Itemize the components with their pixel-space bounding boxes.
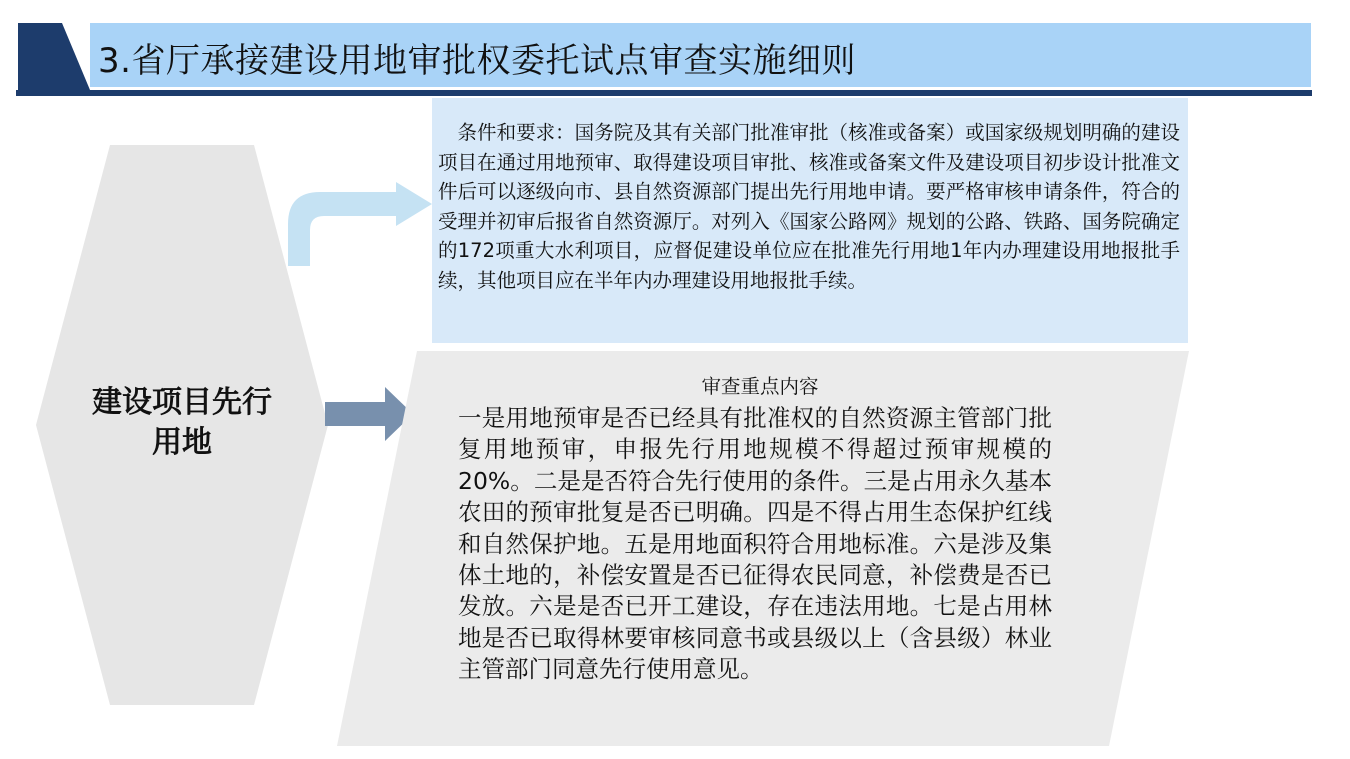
conditions-text: 条件和要求：国务院及其有关部门批准审批（核准或备案）或国家级规划明确的建设项目在通过用地预审、取得建设项目审批、核准或备案文件及建设项目初步设计批准文件后可以逐级向市、县自然资源部门提出先行用地申请。要严格审核申请条件，符合的受理并初审后报省自然资源厅。对列入《国家公路网》规划的公路、铁路、国务院确定的172项重大水利项目，应督促建设单位应在批准先行用地1年内办理建设用地报批手续，其他项目应在半年内办理建设用地报批手续。 (438, 121, 1180, 292)
hexagon-label: 建设项目先行用地 (92, 385, 272, 460)
slide-title: 3.省厅承接建设用地审批权委托试点审查实施细则 (98, 41, 856, 81)
curved-arrow-icon (286, 178, 436, 268)
review-heading: 审查重点内容 (701, 375, 819, 398)
title-underline (16, 90, 1312, 96)
title-accent-shape (18, 23, 90, 90)
review-text: 一是用地预审是否已经具有批准权的自然资源主管部门批复用地预审，申报先行用地规模不得超过预审规模的20%。二是是否符合先行使用的条件。三是占用永久基本农田的预审批复是否已明确。四是不得占用生态保护红线和自然保护地。五是用地面积符合用地标准。六是涉及集体土地的，补偿安置是否已征得农民同意，补偿费是否已发放。六是是否已开工建设，存在违法用地。七是占用林地是否已取得林要审核同意书或县级以上（含县级）林业主管部门同意先行使用意见。 (458, 404, 1052, 684)
